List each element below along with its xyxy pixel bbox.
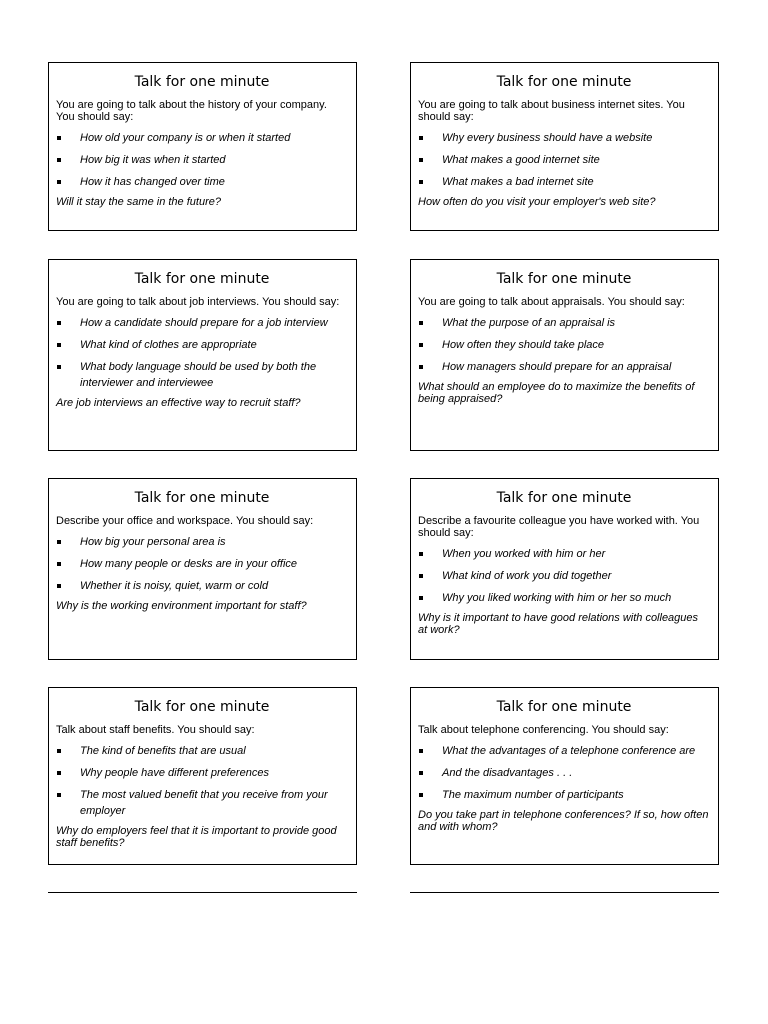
talk-card bbox=[48, 62, 357, 231]
card-prompt-item bbox=[56, 534, 348, 550]
card-prompt-text: What the purpose of an appraisal is bbox=[442, 317, 616, 329]
card-prompt-text: The most valued benefit that you receive from your employer bbox=[80, 789, 328, 817]
card-title: Talk for one minute bbox=[134, 74, 270, 90]
talk-card bbox=[410, 687, 719, 865]
talk-card bbox=[410, 259, 719, 451]
cut-line-left bbox=[48, 892, 357, 893]
talk-card bbox=[48, 687, 357, 865]
bullet-icon bbox=[57, 771, 61, 775]
bullet-icon bbox=[419, 793, 423, 797]
bullet-icon bbox=[57, 562, 61, 566]
bullet-icon bbox=[419, 321, 423, 325]
bullet-icon bbox=[57, 584, 61, 588]
card-prompt-text: Why you liked working with him or her so much bbox=[442, 592, 672, 604]
card-prompt-list bbox=[56, 743, 348, 819]
card-question: Why do employers feel that it is important to provide good staff benefits? bbox=[56, 825, 337, 849]
card-intro: Talk about staff benefits. You should say: bbox=[56, 724, 255, 736]
card-prompt-item bbox=[56, 359, 348, 391]
card-prompt-list bbox=[56, 315, 348, 391]
card-prompt-text: Whether it is noisy, quiet, warm or cold bbox=[80, 580, 269, 592]
card-title: Talk for one minute bbox=[496, 74, 632, 90]
card-question: Do you take part in telephone conferences? If so, how often and with whom? bbox=[418, 809, 709, 833]
card-prompt-text: How a candidate should prepare for a job interview bbox=[80, 317, 328, 329]
bullet-icon bbox=[57, 158, 61, 162]
card-prompt-item bbox=[418, 743, 710, 759]
card-intro: You are going to talk about job interviews. You should say: bbox=[56, 296, 340, 308]
bullet-icon bbox=[419, 596, 423, 600]
card-prompt-item bbox=[418, 568, 710, 584]
talk-card bbox=[410, 62, 719, 231]
card-title: Talk for one minute bbox=[134, 271, 270, 287]
card-prompt-text: How big your personal area is bbox=[80, 536, 226, 548]
card-prompt-list bbox=[418, 315, 710, 375]
bullet-icon bbox=[57, 749, 61, 753]
card-prompt-item bbox=[56, 174, 348, 190]
card-prompt-item bbox=[418, 359, 710, 375]
bullet-icon bbox=[419, 574, 423, 578]
card-intro: You are going to talk about business internet sites. You should say: bbox=[418, 99, 685, 123]
card-prompt-item bbox=[418, 130, 710, 146]
card-prompt-item bbox=[418, 787, 710, 803]
card-prompt-item bbox=[418, 315, 710, 331]
bullet-icon bbox=[419, 136, 423, 140]
talk-card bbox=[48, 478, 357, 660]
card-prompt-item bbox=[56, 578, 348, 594]
card-prompt-text: How many people or desks are in your office bbox=[80, 558, 298, 570]
bullet-icon bbox=[57, 793, 61, 797]
card-prompt-item bbox=[56, 556, 348, 572]
card-prompt-text: What the advantages of a telephone conference are bbox=[442, 745, 696, 757]
card-question: What should an employee do to maximize the benefits of being appraised? bbox=[418, 381, 695, 405]
bullet-icon bbox=[419, 552, 423, 556]
card-intro: You are going to talk about the history of your company. You should say: bbox=[56, 99, 327, 123]
card-prompt-item bbox=[418, 590, 710, 606]
card-prompt-list bbox=[56, 534, 348, 594]
bullet-icon bbox=[419, 749, 423, 753]
card-title: Talk for one minute bbox=[496, 699, 632, 715]
card-prompt-text: Why people have different preferences bbox=[80, 767, 269, 779]
bullet-icon bbox=[57, 343, 61, 347]
card-prompt-list bbox=[418, 743, 710, 803]
card-prompt-list bbox=[418, 546, 710, 606]
card-prompt-item bbox=[418, 765, 710, 781]
card-prompt-item bbox=[56, 130, 348, 146]
card-prompt-text: What body language should be used by both the interviewer and interviewee bbox=[80, 361, 317, 389]
card-prompt-item bbox=[56, 765, 348, 781]
card-question: Why is it important to have good relations with colleagues at work? bbox=[418, 612, 699, 636]
bullet-icon bbox=[57, 136, 61, 140]
card-intro: Talk about telephone conferencing. You should say: bbox=[418, 724, 669, 736]
card-prompt-text: The maximum number of participants bbox=[442, 789, 624, 801]
card-prompt-list bbox=[56, 130, 348, 190]
card-prompt-item bbox=[418, 152, 710, 168]
cut-line-right bbox=[410, 892, 719, 893]
card-prompt-text: Why every business should have a website bbox=[442, 132, 653, 144]
card-title: Talk for one minute bbox=[134, 699, 270, 715]
card-prompt-item bbox=[56, 152, 348, 168]
bullet-icon bbox=[57, 180, 61, 184]
card-prompt-text: What makes a bad internet site bbox=[442, 176, 594, 188]
card-intro: You are going to talk about appraisals. You should say: bbox=[418, 296, 685, 308]
card-prompt-item bbox=[56, 743, 348, 759]
card-prompt-text: When you worked with him or her bbox=[442, 548, 606, 560]
card-prompt-text: How old your company is or when it started bbox=[80, 132, 291, 144]
bullet-icon bbox=[419, 365, 423, 369]
card-prompt-text: How managers should prepare for an appraisal bbox=[442, 361, 672, 373]
card-prompt-text: How often they should take place bbox=[442, 339, 605, 351]
card-question: How often do you visit your employer's web site? bbox=[418, 196, 656, 208]
bullet-icon bbox=[419, 180, 423, 184]
card-prompt-item bbox=[418, 546, 710, 562]
card-prompt-text: What kind of clothes are appropriate bbox=[80, 339, 257, 351]
bullet-icon bbox=[57, 365, 61, 369]
bullet-icon bbox=[57, 321, 61, 325]
card-title: Talk for one minute bbox=[134, 490, 270, 506]
bullet-icon bbox=[57, 540, 61, 544]
card-prompt-text: The kind of benefits that are usual bbox=[80, 745, 246, 757]
card-title: Talk for one minute bbox=[496, 490, 632, 506]
card-question: Are job interviews an effective way to recruit staff? bbox=[56, 397, 301, 409]
card-intro: Describe a favourite colleague you have worked with. You should say: bbox=[418, 515, 700, 539]
card-intro: Describe your office and workspace. You should say: bbox=[56, 515, 314, 527]
card-prompt-item bbox=[418, 337, 710, 353]
bullet-icon bbox=[419, 158, 423, 162]
card-prompt-text: What kind of work you did together bbox=[442, 570, 612, 582]
card-prompt-text: What makes a good internet site bbox=[442, 154, 600, 166]
card-question: Will it stay the same in the future? bbox=[56, 196, 221, 208]
bullet-icon bbox=[419, 343, 423, 347]
card-prompt-item bbox=[418, 174, 710, 190]
card-prompt-item bbox=[56, 315, 348, 331]
card-prompt-list bbox=[418, 130, 710, 190]
card-prompt-item bbox=[56, 787, 348, 819]
card-title: Talk for one minute bbox=[496, 271, 632, 287]
card-prompt-item bbox=[56, 337, 348, 353]
card-question: Why is the working environment important for staff? bbox=[56, 600, 307, 612]
card-prompt-text: How it has changed over time bbox=[80, 176, 225, 188]
bullet-icon bbox=[419, 771, 423, 775]
talk-card bbox=[48, 259, 357, 451]
card-prompt-text: And the disadvantages . . . bbox=[442, 767, 573, 779]
talk-card bbox=[410, 478, 719, 660]
card-prompt-text: How big it was when it started bbox=[80, 154, 226, 166]
